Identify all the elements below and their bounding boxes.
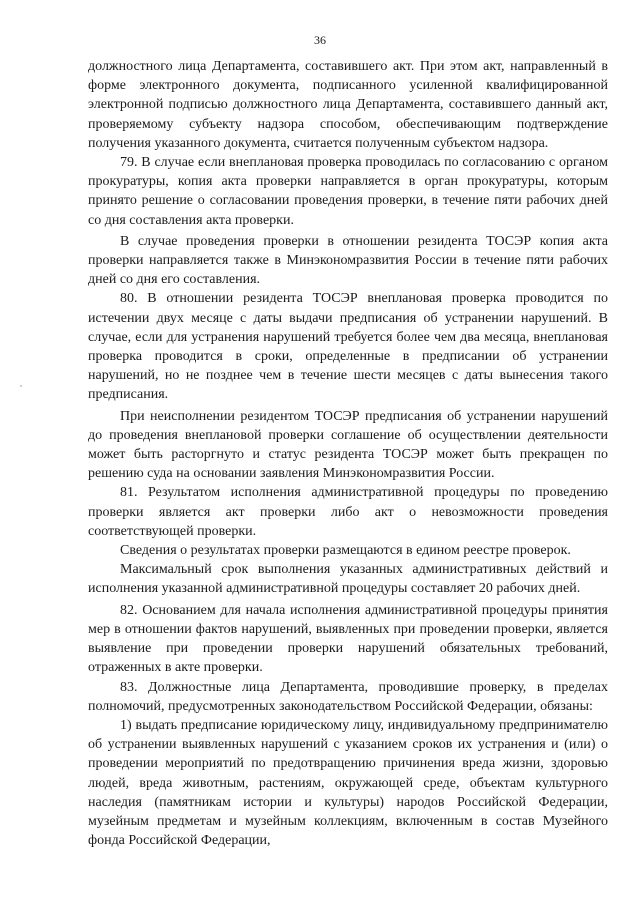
paragraph-continuation: должностного лица Департамента, составившего акт. При этом акт, направленный в форме электронного документа, подписанного усиленной квалифицированной электронной подписью должностного лица Департамента, составившего данный акт, проверяемому субъекту надзора способом, обеспечивающим подтверждение получения указанного документа, считается полученным субъектом надзора. xyxy=(88,59,608,151)
paragraph-82: 82. Основанием для начала исполнения административной процедуры принятия мер в отношении фактов нарушений, выявленных при проведении проверки, является выявление при проведении проверки нарушений обязательных требований, отраженных в акте проверки. xyxy=(88,602,608,676)
paragraph-83: 83. Должностные лица Департамента, проводившие проверку, в пределах полномочий, предусмотренных законодательством Российской Федерации, обязаны: xyxy=(88,679,608,714)
paragraph-79-tosr-copy: В случае проведения проверки в отношении резидента ТОСЭР копия акта проверки направляется также в Минэкономразвития России в течение пяти рабочих дней со дня его составления. xyxy=(88,233,608,288)
document-body xyxy=(88,57,608,850)
paragraph-83-item-1: 1) выдать предписание юридическому лицу, индивидуальному предпринимателю об устранении выявленных нарушений с указанием сроков их устранения и (или) о проведении мероприятий по предотвращению причинения вреда жизни, здоровью людей, вреда животным, растениям, окружающей среде, объектам культурного наследия (памятникам истории и культуры) народов Российской Федерации, музейным предметам и музейным коллекциям, включенным в состав Музейного фонда Российской Федерации, xyxy=(88,717,608,849)
paragraph-80: 80. В отношении резидента ТОСЭР внеплановая проверка проводится по истечении двух месяце с даты выдачи предписания об устранении нарушений. В случае, если для устранения нарушений требуется более чем два месяца, внеплановая проверка проводится в сроки, определенные в предписании об устранении нарушений, но не позднее чем в течение шести месяцев с даты вынесения такого предписания. xyxy=(88,291,608,403)
page-number: 36 xyxy=(314,33,326,47)
paragraph-79: 79. В случае если внеплановая проверка проводилась по согласованию с органом прокуратуры, копия акта проверки направляется в орган прокуратуры, которым принято решение о согласовании проведения проверки, в течение пяти рабочих дней со дня составления акта проверки. xyxy=(88,155,608,228)
paragraph-81-max-term: Максимальный срок выполнения указанных административных действий и исполнения указанной административной процедуры составляет 20 рабочих дней. xyxy=(88,562,608,597)
paragraph-81-registry: Сведения о результатах проверки размещаются в едином реестре проверок. xyxy=(120,543,571,559)
scan-speck xyxy=(20,385,22,387)
paragraph-81: 81. Результатом исполнения административной процедуры по проведению проверки является акт проверки либо акт о невозможности проведения соответствующей проверки. xyxy=(88,485,608,539)
paragraph-80-nonfulfillment: При неисполнении резидентом ТОСЭР предписания об устранении нарушений до проведения внеплановой проверки соглашение об осуществлении деятельности может быть расторгнуто и статус резидента ТОСЭР может быть прекращен по решению суда на основании заявления Минэкономразвития России. xyxy=(88,408,608,482)
